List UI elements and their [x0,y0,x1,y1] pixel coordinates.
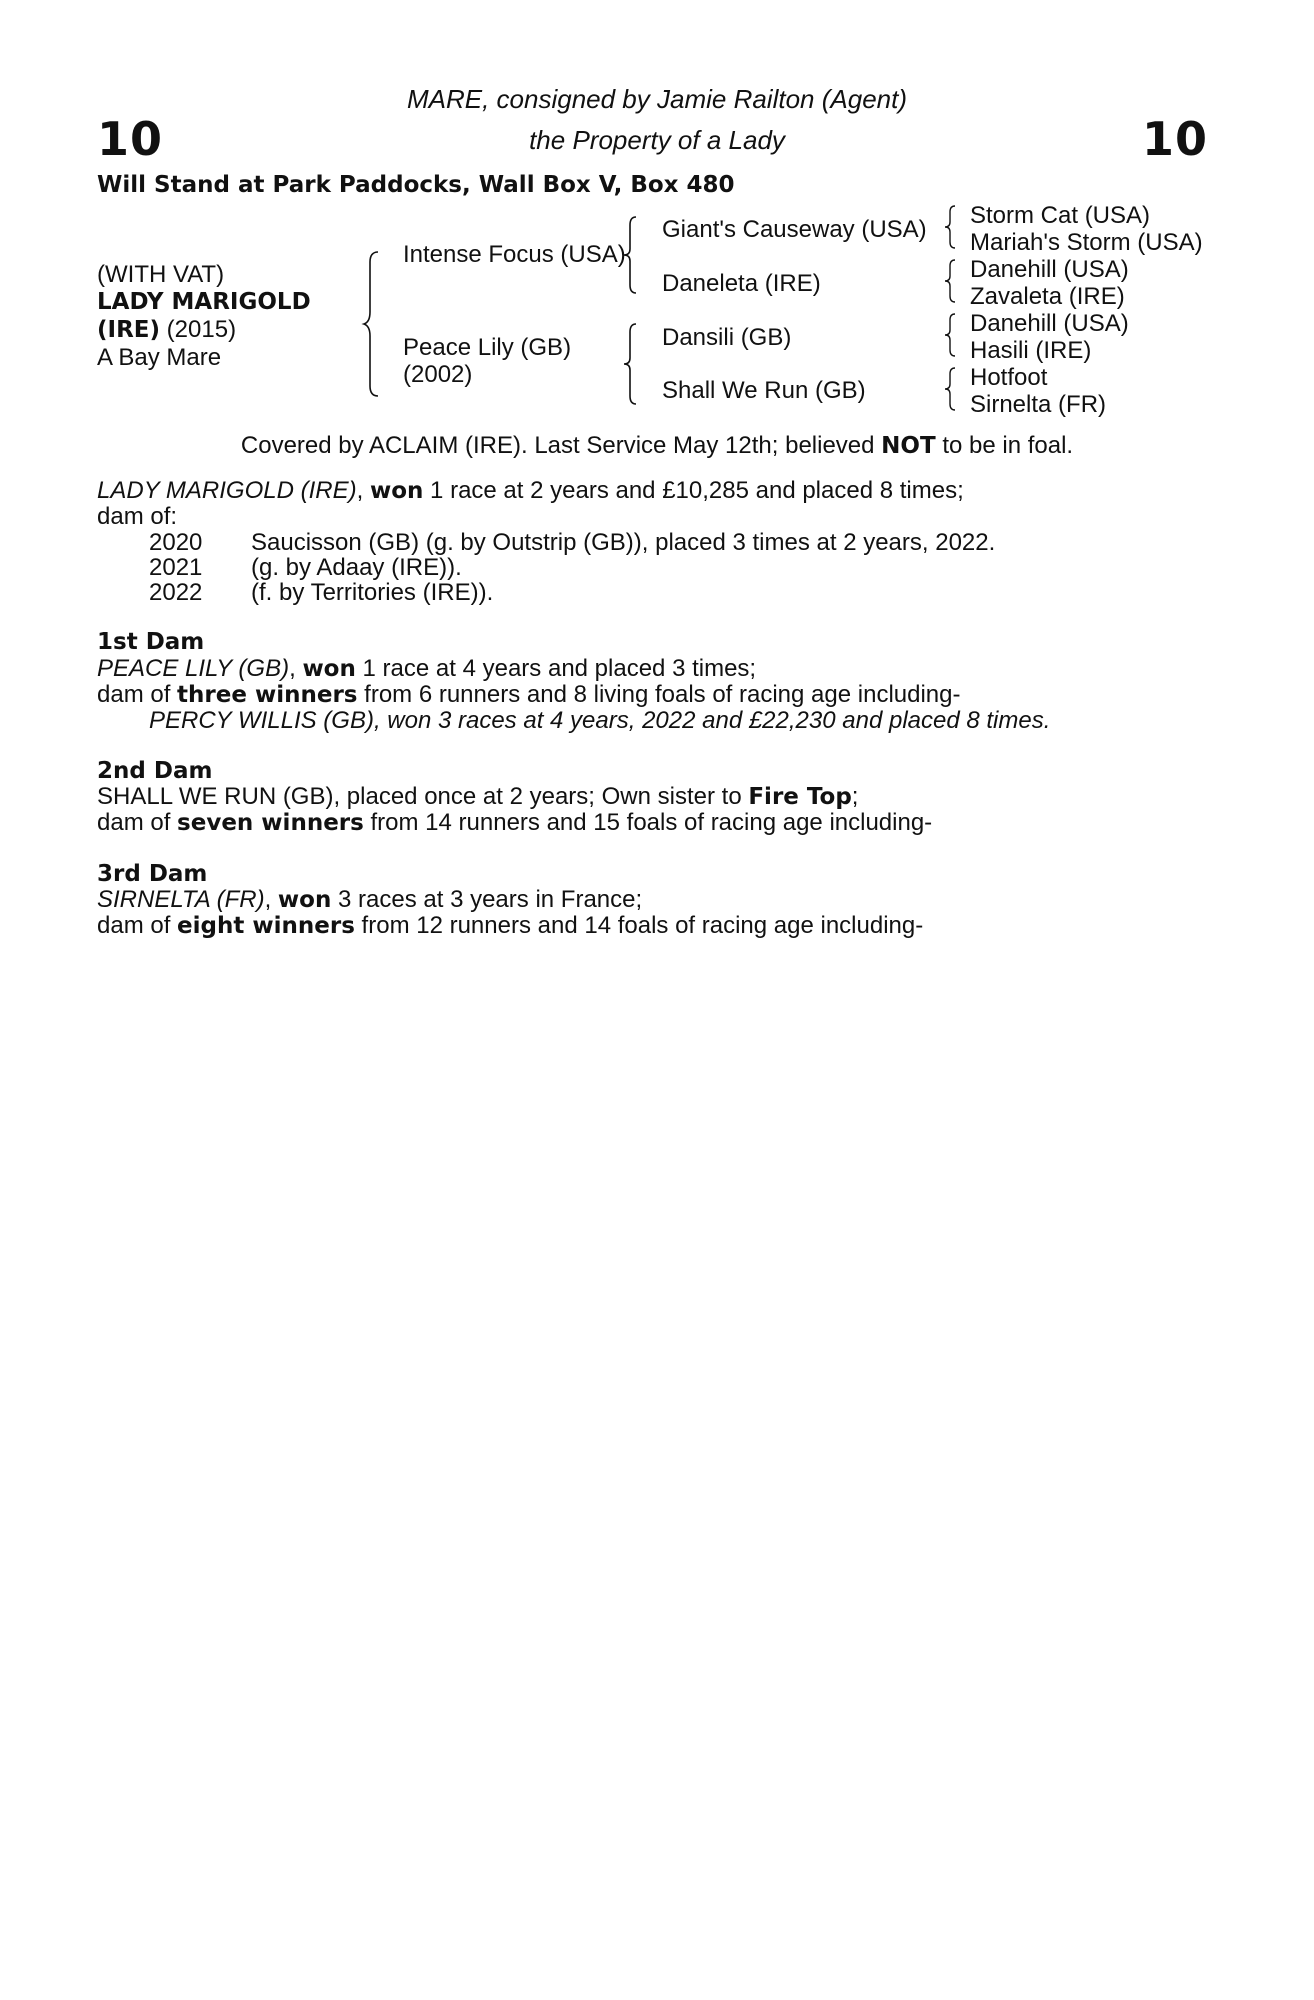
second-dam-pre: SHALL WE RUN (GB), placed once at 2 years; Own sister to [97,782,749,810]
gg-dss: Danehill (USA) [970,310,1129,337]
dam-sire: Dansili (GB) [662,324,792,351]
dam-block [403,334,571,388]
pedigree-bracket-gsd [947,258,963,304]
produce-winners: three winners [177,682,358,709]
record-rest: 1 race at 2 years and £10,285 and placed 8 times; [423,477,964,504]
third-dam-name: SIRNELTA (FR) [97,885,265,913]
first-dam-rest: 1 race at 4 years and placed 3 times; [355,654,757,682]
produce-post: from 6 runners and 8 living foals of racing age including- [357,681,961,709]
third-dam-heading: 3rd Dam [97,860,208,887]
second-dam-produce [97,810,1200,836]
stand-location: Will Stand at Park Paddocks, Wall Box V, Box 480 [97,172,735,198]
first-dam-won: won [302,655,356,682]
third-dam-rest: 3 races at 3 years in France; [331,885,643,913]
covered-post: to be in foal. [935,432,1074,459]
covering-note [0,432,1314,460]
pedigree-bracket-sire [626,215,646,295]
first-dam-heading: 1st Dam [97,629,205,656]
second-dam-post: ; [851,782,859,810]
gg-dds: Hotfoot [970,364,1048,391]
consignor-line: MARE, consigned by Jamie Railton (Agent) [406,84,907,114]
dam-dam: Shall We Run (GB) [662,377,866,404]
first-dam-produce [97,682,1200,708]
second-dam-bold: Fire Top [748,783,852,810]
produce-pre: dam of [97,809,178,837]
lot-number-right: 10 [1142,112,1209,166]
foal-text: (g. by Adaay (IRE)). [251,553,462,581]
subject-horse [97,261,311,371]
third-dam-produce [97,913,1200,939]
pedigree-bracket-main [366,250,386,398]
second-dam-record [97,784,1200,810]
pedigree-bracket-gdd [947,366,963,412]
third-dam-record: SIRNELTA (FR), won 3 races at 3 years in France; [97,885,643,913]
foal-row [97,580,1200,605]
subject-year: (2015) [160,316,237,343]
dam-year: (2002) [403,361,473,388]
subject-description: A Bay Mare [97,344,222,371]
first-dam-record: PEACE LILY (GB), won 1 race at 4 years and placed 3 times; [97,654,757,682]
produce-post: from 14 runners and 15 foals of racing age including- [363,809,933,837]
property-line: the Property of a Lady [529,125,785,155]
foal-text: (f. by Territories (IRE)). [251,579,494,607]
pedigree-bracket-gss [947,204,963,250]
pedigree-bracket-gds [947,312,963,358]
covered-pre: Covered by ACLAIM (IRE). Last Service May 12th; believed [240,432,882,459]
first-dam-name: PEACE LILY (GB) [97,654,290,682]
gg-dsd: Hasili (IRE) [970,337,1092,364]
produce-pre: dam of [97,912,178,940]
sire-sire: Giant's Causeway (USA) [662,216,927,243]
produce-post: from 12 runners and 14 foals of racing age including- [354,912,924,940]
sire: Intense Focus (USA) [403,241,626,268]
foal-row [97,555,1200,580]
produce-winners: eight winners [177,913,355,940]
dam: Peace Lily (GB) [403,334,572,361]
record-name: LADY MARIGOLD (IRE) [97,477,357,504]
gg-sds: Danehill (USA) [970,256,1129,283]
foal-year: 2020 [149,528,203,556]
first-dam-progeny: PERCY WILLIS (GB), won 3 races at 4 years, 2022 and £22,230 and placed 8 times. [149,707,1051,735]
third-dam-won: won [277,886,332,913]
produce-winners: seven winners [177,810,364,837]
produce-pre: dam of [97,681,178,709]
pedigree-bracket-dam [626,322,646,406]
gg-ssd: Mariah's Storm (USA) [970,229,1203,256]
record-line: LADY MARIGOLD (IRE), won 1 race at 2 years and £10,285 and placed 8 times; [97,477,964,504]
subject-name: LADY MARIGOLD [97,289,311,315]
lot-number-left: 10 [97,112,164,166]
gg-ddd: Sirnelta (FR) [970,391,1107,418]
catalogue-body [97,478,1200,939]
covered-bold: NOT [881,433,936,459]
foal-year: 2021 [149,553,203,581]
subject-country: (IRE) [97,317,161,343]
foal-year: 2022 [149,579,203,607]
foal-text: Saucisson (GB) (g. by Outstrip (GB)), placed 3 times at 2 years, 2022. [251,528,996,556]
gg-sss: Storm Cat (USA) [970,202,1151,229]
dam-of-label: dam of: [97,503,178,531]
foal-row [97,530,1200,555]
vat-note: (WITH VAT) [97,261,225,288]
gg-sdd: Zavaleta (IRE) [970,283,1125,310]
record-won: won [369,478,424,504]
sire-dam: Daneleta (IRE) [662,270,821,297]
second-dam-heading: 2nd Dam [97,757,213,784]
